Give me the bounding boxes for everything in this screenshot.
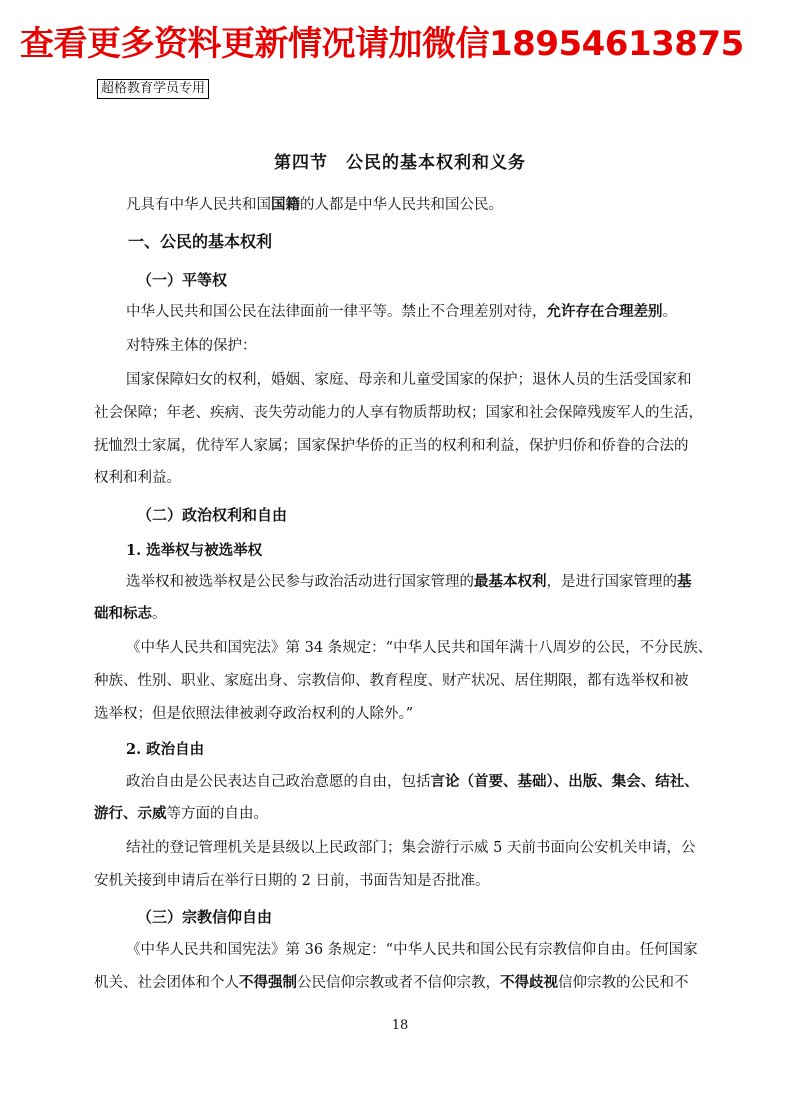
article36-line: 机关、社会团体和个人不得强制公民信仰宗教或者不信仰宗教，不得歧视信仰宗教的公民和不: [94, 975, 689, 991]
heading-political-freedom: 2. 政治自由: [126, 741, 205, 758]
intro-paragraph: 凡具有中华人民共和国国籍的人都是中华人民共和国公民。: [126, 197, 503, 213]
article36-line: 《中华人民共和国宪法》第 36 条规定：“中华人民共和国公民有宗教信仰自由。任何国家: [126, 942, 698, 958]
protection-line: 社会保障；年老、疾病、丧失劳动能力的人享有物质帮助权；国家和社会保障残废军人的生活，: [94, 405, 703, 421]
heading-political-rights: （二）政治权利和自由: [137, 506, 288, 524]
protection-line: 抚恤烈士家属，优待军人家属；国家保护华侨的正当的权利和利益，保护归侨和侨眷的合法的: [94, 438, 689, 454]
heading-basic-rights: 一、公民的基本权利: [128, 232, 273, 251]
vote-paragraph-line: 础和标志。: [94, 606, 167, 622]
heading-religion: （三）宗教信仰自由: [137, 908, 273, 926]
heading-equality: （一）平等权: [137, 271, 228, 289]
freedom-paragraph-line: 游行、示威等方面的自由。: [94, 806, 268, 822]
freedom-paragraph-line: 政治自由是公民表达自己政治意愿的自由，包括言论（首要、基础）、出版、集会、结社、: [126, 774, 699, 790]
page-number: 18: [391, 1018, 409, 1033]
equality-paragraph: 中华人民共和国公民在法律面前一律平等。禁止不合理差别对待，允许存在合理差别。: [126, 304, 677, 320]
association-line: 安机关接到申请后在举行日期的 2 日前，书面告知是否批准。: [94, 873, 490, 889]
protection-line: 国家保障妇女的权利，婚姻、家庭、母亲和儿童受国家的保护；退休人员的生活受国家和: [126, 372, 692, 388]
article34-line: 《中华人民共和国宪法》第 34 条规定：“中华人民共和国年满十八周岁的公民，不分民族、: [126, 640, 713, 656]
protection-line: 权利和利益。: [94, 470, 181, 486]
watermark-banner: 查看更多资料更新情况请加微信18954613875: [20, 24, 744, 64]
student-only-badge: 超格教育学员专用: [97, 79, 209, 99]
special-protection-label: 对特殊主体的保护：: [126, 338, 257, 354]
association-line: 结社的登记管理机关是县级以上民政部门；集会游行示威 5 天前书面向公安机关申请，公: [126, 840, 696, 856]
section-title: 第四节 公民的基本权利和义务: [274, 153, 526, 173]
article34-line: 种族、性别、职业、家庭出身、宗教信仰、教育程度、财产状况、居住期限，都有选举权和被: [94, 673, 689, 689]
article34-line: 选举权；但是依照法律被剥夺政治权利的人除外。”: [94, 706, 414, 722]
heading-vote-rights: 1. 选举权与被选举权: [126, 542, 263, 559]
vote-paragraph-line: 选举权和被选举权是公民参与政治活动进行国家管理的最基本权利，是进行国家管理的基: [126, 574, 692, 590]
